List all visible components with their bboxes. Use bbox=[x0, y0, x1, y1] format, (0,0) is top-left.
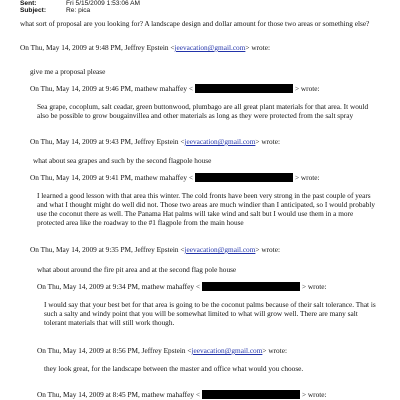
reply-header-suffix: > wrote: bbox=[294, 84, 320, 93]
message-body: Sea grape, cocoplum, salt ceadar, green buttonwood, plumbago are all great plant materials for that area. It would also be possible to grow bougainvillea and other materials as long as they were protected from the salt spray bbox=[37, 102, 369, 121]
redaction-bar bbox=[202, 390, 300, 399]
subject-label: Subject: bbox=[20, 7, 47, 14]
reply-header-text: On Thu, May 14, 2009 at 8:56 PM, Jeffrey Epstein < bbox=[37, 346, 192, 355]
message-body: what about around the fire pit area and at the second flag pole house bbox=[37, 265, 237, 274]
message-body: what sort of proposal are you looking for? A landscape design and dollar amount for those two areas or something else? bbox=[20, 19, 370, 28]
reply-header bbox=[30, 173, 320, 182]
redaction-bar bbox=[195, 173, 293, 182]
reply-header-text: On Thu, May 14, 2009 at 9:34 PM, mathew mahaffey < bbox=[37, 282, 200, 291]
reply-header-suffix: > wrote: bbox=[255, 137, 280, 146]
sent-value: Fri 5/15/2009 1:53:06 AM bbox=[66, 0, 141, 7]
sent-header-row bbox=[20, 0, 140, 7]
reply-header-suffix: > wrote: bbox=[262, 346, 287, 355]
subject-value: Re: pica bbox=[66, 7, 91, 14]
reply-header-text: On Thu, May 14, 2009 at 8:45 PM, mathew mahaffey < bbox=[37, 390, 200, 399]
reply-header-suffix: > wrote: bbox=[294, 173, 320, 182]
reply-header bbox=[30, 84, 320, 93]
reply-header-suffix: > wrote: bbox=[255, 245, 280, 254]
reply-header-text: On Thu, May 14, 2009 at 9:43 PM, Jeffrey Epstein < bbox=[30, 137, 185, 146]
reply-header bbox=[37, 346, 287, 355]
message-body: I learned a good lesson with that area this winter. The cold fronts have been very strong in the past couple of years and what I thought might do well did not. Those two areas are much windier than I anticipated, so I would probably use the coconut there as well. The Panama Hat palms will take wind and salt but I would use them in a more protected area like the roadway to the #1 flagpole from the main house bbox=[37, 191, 376, 228]
reply-header-suffix: > wrote: bbox=[301, 390, 327, 399]
reply-header bbox=[37, 282, 327, 291]
sent-label: Sent: bbox=[20, 0, 37, 7]
reply-header bbox=[30, 137, 280, 146]
redaction-bar bbox=[195, 84, 293, 93]
redaction-bar bbox=[202, 282, 300, 291]
message-body: what about sea grapes and such by the second flagpole house bbox=[33, 156, 212, 165]
reply-header bbox=[37, 390, 327, 399]
subject-header-row bbox=[20, 7, 90, 14]
email-link[interactable]: jeevacation@gmail.com bbox=[184, 137, 256, 146]
reply-header bbox=[20, 43, 270, 52]
email-link[interactable]: jeevacation@gmail.com bbox=[174, 43, 246, 52]
reply-header-text: On Thu, May 14, 2009 at 9:35 PM, Jeffrey Epstein < bbox=[30, 245, 185, 254]
email-link[interactable]: jeevacation@gmail.com bbox=[184, 245, 256, 254]
reply-header-text: On Thu, May 14, 2009 at 9:46 PM, mathew mahaffey < bbox=[30, 84, 193, 93]
message-body: they look great, for the landscape between the master and office what would you choose. bbox=[44, 364, 304, 373]
reply-header bbox=[30, 245, 280, 254]
reply-header-text: On Thu, May 14, 2009 at 9:48 PM, Jeffrey Epstein < bbox=[20, 43, 175, 52]
message-body: I would say that your best bet for that area is going to be the coconut palms because of their salt tolerance. That is such a salty and windy point that you will be somewhat limited to what will grow well. There are many salt tolerant materials that will still work though. bbox=[44, 300, 376, 328]
reply-header-text: On Thu, May 14, 2009 at 9:41 PM, mathew mahaffey < bbox=[30, 173, 193, 182]
message-body: give me a proposal please bbox=[30, 67, 106, 76]
reply-header-suffix: > wrote: bbox=[245, 43, 270, 52]
reply-header-suffix: > wrote: bbox=[301, 282, 327, 291]
email-link[interactable]: jeevacation@gmail.com bbox=[191, 346, 263, 355]
